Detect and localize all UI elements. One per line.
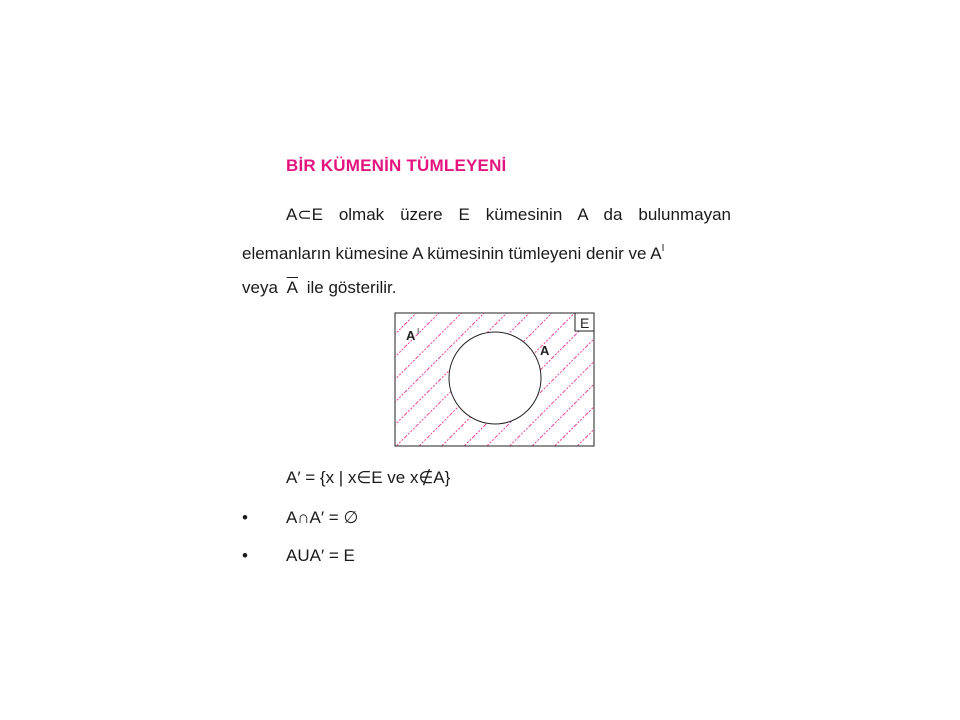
- a-overbar-notation: $\overline{A}$: [286, 278, 298, 297]
- bullet-marker: •: [242, 546, 248, 565]
- intersection-property: A∩A′ = ∅: [286, 508, 359, 527]
- prime-superscript: I: [661, 243, 665, 254]
- definition-line-2: elemanların kümesine A kümesinin tümleyeni denir ve $A^I$: [242, 243, 665, 263]
- complement-definition-formula: A′ = {x | x∈E ve x∉A}: [286, 468, 451, 487]
- complement-label: A: [406, 328, 416, 343]
- set-a-label: A: [540, 343, 550, 358]
- definition-line-3: veya $\overline{A}$ ile gösterilir.: [242, 278, 397, 297]
- section-title: BİR KÜMENİN TÜMLEYENİ: [286, 156, 507, 175]
- union-property: AUA′ = E: [286, 546, 355, 565]
- universe-label: E: [580, 315, 590, 331]
- set-a-circle: [449, 332, 541, 424]
- bullet-marker: •: [242, 508, 248, 527]
- venn-diagram: [394, 312, 596, 448]
- definition-line-1: A⊂E olmak üzere E kümesinin A da bulunmayan: [286, 205, 731, 224]
- complement-label-sup: I: [417, 327, 420, 336]
- definition-paragraph: [242, 198, 731, 305]
